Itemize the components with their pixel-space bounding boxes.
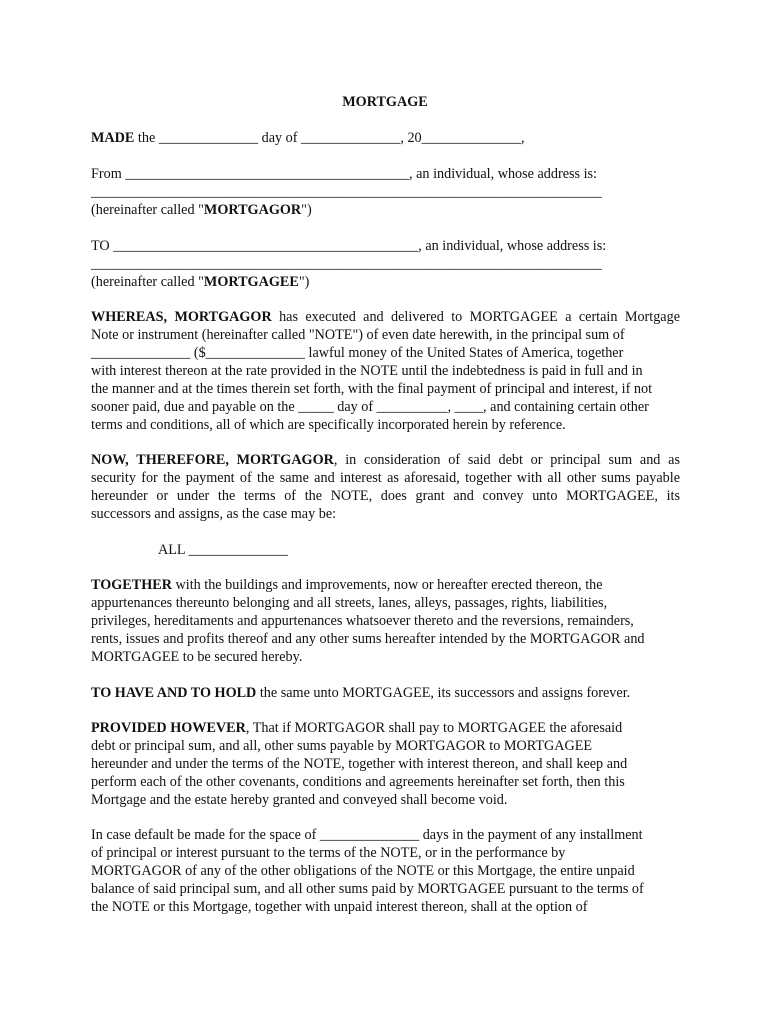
whereas-line: Note or instrument (hereinafter called "NOTE") of even date herewith, in the principal sum of <box>91 327 625 343</box>
default-line: In case default be made for the space of ______________ days in the payment of any installment <box>91 827 643 843</box>
mortgagor-definition: (hereinafter called "MORTGAGOR") <box>91 202 312 218</box>
whereas-line: terms and conditions, all of which are specifically incorporated herein by reference. <box>91 417 566 433</box>
whereas-line: WHEREAS, MORTGAGOR has executed and delivered to MORTGAGEE a certain Mortgage <box>91 309 680 325</box>
together-line: privileges, hereditaments and appurtenances whatsoever thereto and the reversions, remainders, <box>91 613 634 629</box>
to-have-line: TO HAVE AND TO HOLD the same unto MORTGAGEE, its successors and assigns forever. <box>91 685 631 701</box>
default-line: of principal or interest pursuant to the terms of the NOTE, or in the performance by <box>91 845 566 861</box>
together-line: TOGETHER with the buildings and improvements, now or hereafter erected thereon, the <box>91 577 603 593</box>
all-line: ALL ______________ <box>158 542 288 558</box>
mortgagee-definition: (hereinafter called "MORTGAGEE") <box>91 274 310 290</box>
whereas-line: with interest thereon at the rate provided in the NOTE until the indebtedness is paid in full and in <box>91 363 643 379</box>
provided-line: hereunder and under the terms of the NOTE, together with interest thereon, and shall keep and <box>91 756 628 772</box>
default-line: balance of said principal sum, and all other sums paid by MORTGAGEE pursuant to the terms of <box>91 881 644 897</box>
made-text: the ______________ day of ______________, 20______________, <box>134 130 525 146</box>
together-label: TOGETHER <box>91 577 172 593</box>
now-therefore-label: NOW, THEREFORE, MORTGAGOR <box>91 452 334 468</box>
together-line: rents, issues and profits thereof and any other sums hereafter intended by the MORTGAGOR and <box>91 631 645 647</box>
document-title: MORTGAGE <box>342 94 428 110</box>
address-blank-2: ________________________________________________________________________ <box>91 256 602 272</box>
now-therefore-line: hereunder or under the terms of the NOTE, does grant and convey unto MORTGAGEE, its <box>91 488 680 504</box>
mortgagee-label: MORTGAGEE <box>203 274 299 290</box>
default-line: MORTGAGOR of any of the other obligations of the NOTE or this Mortgage, the entire unpaid <box>91 863 635 879</box>
now-therefore-line: NOW, THEREFORE, MORTGAGOR, in consideration of said debt or principal sum and as <box>91 452 680 468</box>
provided-label: PROVIDED HOWEVER <box>91 720 246 736</box>
to-line: TO ___________________________________________, an individual, whose address is: <box>91 238 607 254</box>
default-line: the NOTE or this Mortgage, together with unpaid interest thereon, shall at the option of <box>91 899 588 915</box>
provided-line: PROVIDED HOWEVER, That if MORTGAGOR shall pay to MORTGAGEE the aforesaid <box>91 720 623 736</box>
now-therefore-line: successors and assigns, as the case may be: <box>91 506 337 522</box>
provided-line: perform each of the other covenants, conditions and agreements hereinafter set forth, then this <box>91 774 625 790</box>
whereas-line: sooner paid, due and payable on the _____ day of __________, ____, and containing certain other <box>91 399 649 415</box>
whereas-label: WHEREAS, MORTGAGOR <box>91 309 272 325</box>
now-therefore-line: security for the payment of the same and interest as aforesaid, together with all other sums payable <box>91 470 680 486</box>
provided-line: debt or principal sum, and all, other sums payable by MORTGAGOR to MORTGAGEE <box>91 738 593 754</box>
whereas-line: ______________ ($______________ lawful money of the United States of America, together <box>91 345 624 361</box>
together-line: MORTGAGEE to be secured hereby. <box>91 649 303 665</box>
provided-line: Mortgage and the estate hereby granted and conveyed shall become void. <box>91 792 508 808</box>
whereas-line: the manner and at the times therein set forth, with the final payment of principal and interest, if not <box>91 381 653 397</box>
address-blank-1: ________________________________________________________________________ <box>91 184 602 200</box>
from-line: From ________________________________________, an individual, whose address is: <box>91 166 597 182</box>
together-line: appurtenances thereunto belonging and all streets, lanes, alleys, passages, rights, liabilities, <box>91 595 608 611</box>
to-have-label: TO HAVE AND TO HOLD <box>91 685 257 701</box>
made-line <box>91 129 525 147</box>
mortgagor-label: MORTGAGOR <box>203 202 302 218</box>
made-label: MADE <box>91 130 135 146</box>
